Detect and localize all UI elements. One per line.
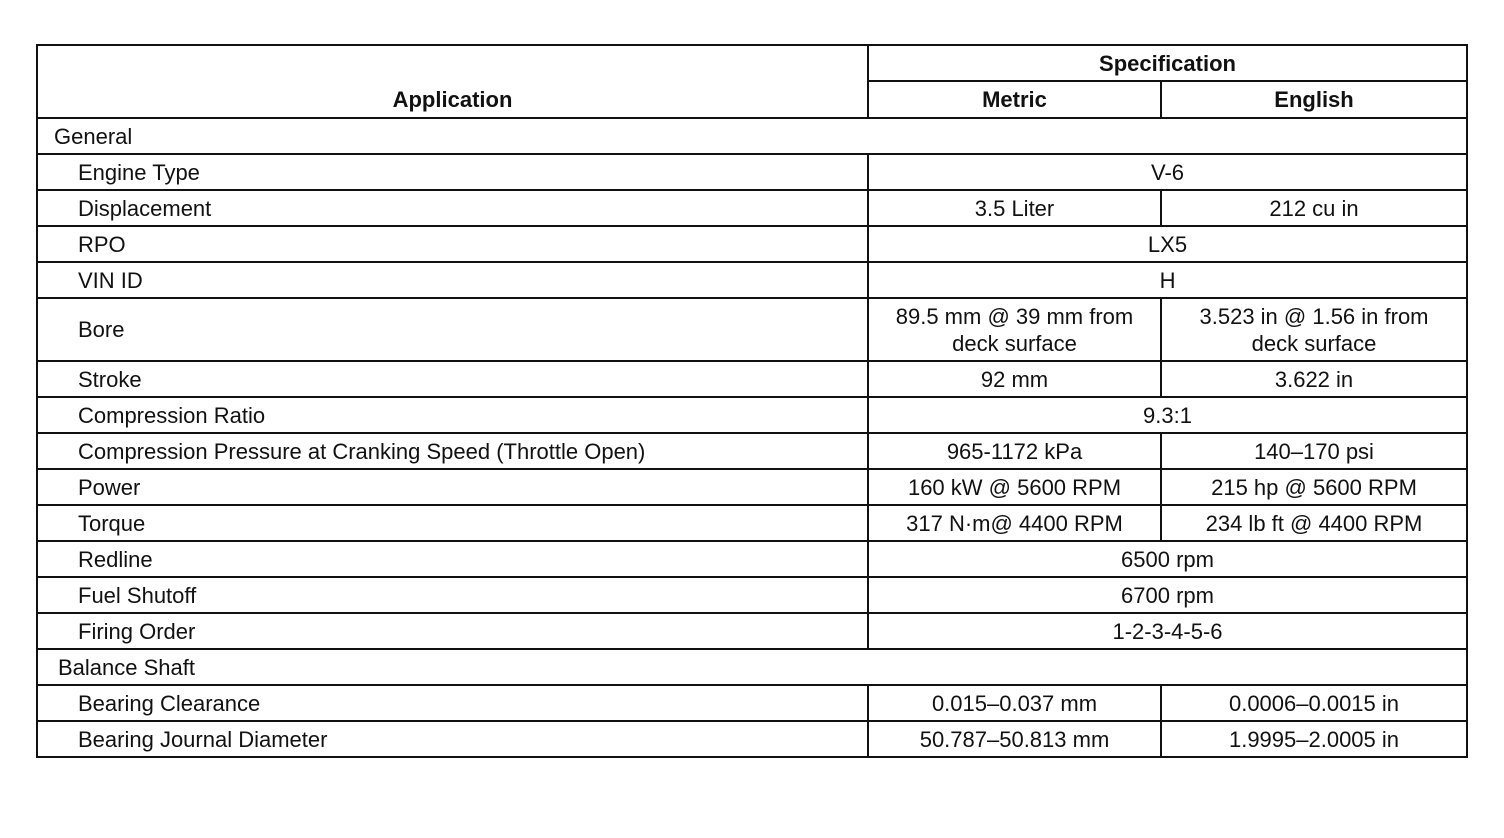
application-cell: RPO (37, 226, 868, 262)
metric-value-cell: 965-1172 kPa (868, 433, 1161, 469)
table-row (37, 613, 1467, 649)
combined-value-cell: 6700 rpm (868, 577, 1467, 613)
table-row (37, 685, 1467, 721)
english-value-cell: 215 hp @ 5600 RPM (1161, 469, 1467, 505)
combined-value-cell: 9.3:1 (868, 397, 1467, 433)
english-value-cell: 3.622 in (1161, 361, 1467, 397)
application-cell: Compression Ratio (37, 397, 868, 433)
table-row (37, 721, 1467, 757)
table-row (37, 154, 1467, 190)
combined-value-cell: H (868, 262, 1467, 298)
application-cell: Stroke (37, 361, 868, 397)
combined-value-cell: LX5 (868, 226, 1467, 262)
metric-value-cell: 50.787–50.813 mm (868, 721, 1161, 757)
metric-value-cell: 3.5 Liter (868, 190, 1161, 226)
application-cell: Power (37, 469, 868, 505)
table-row (37, 469, 1467, 505)
english-header: English (1161, 81, 1467, 118)
combined-value-cell: 1-2-3-4-5-6 (868, 613, 1467, 649)
english-value-cell: 0.0006–0.0015 in (1161, 685, 1467, 721)
english-value-cell: 212 cu in (1161, 190, 1467, 226)
application-cell: Redline (37, 541, 868, 577)
metric-value-cell: 0.015–0.037 mm (868, 685, 1161, 721)
metric-header: Metric (868, 81, 1161, 118)
table-row (37, 577, 1467, 613)
metric-value-cell: 89.5 mm @ 39 mm from deck surface (868, 298, 1161, 361)
section-row-balance-shaft (37, 649, 1467, 685)
metric-value-cell: 92 mm (868, 361, 1161, 397)
application-header: Application (37, 45, 868, 118)
english-value-cell: 3.523 in @ 1.56 in from deck surface (1161, 298, 1467, 361)
specification-header: Specification (868, 45, 1467, 81)
english-value-cell: 234 lb ft @ 4400 RPM (1161, 505, 1467, 541)
application-cell: Torque (37, 505, 868, 541)
table-row (37, 262, 1467, 298)
metric-value-cell: 160 kW @ 5600 RPM (868, 469, 1161, 505)
table-row (37, 397, 1467, 433)
application-cell: Bore (37, 298, 868, 361)
combined-value-cell: V-6 (868, 154, 1467, 190)
metric-value-cell: 317 N·m@ 4400 RPM (868, 505, 1161, 541)
application-cell: Bearing Clearance (37, 685, 868, 721)
application-cell: VIN ID (37, 262, 868, 298)
header-row-top (37, 45, 1467, 81)
section-row-general (37, 118, 1467, 154)
application-cell: Firing Order (37, 613, 868, 649)
application-cell: Bearing Journal Diameter (37, 721, 868, 757)
application-cell: Fuel Shutoff (37, 577, 868, 613)
table-row (37, 298, 1467, 361)
engine-specification-table (36, 44, 1468, 758)
section-title: General (37, 118, 1467, 154)
table-row (37, 433, 1467, 469)
table-row (37, 190, 1467, 226)
application-cell: Compression Pressure at Cranking Speed (Throttle Open) (37, 433, 868, 469)
table-row (37, 361, 1467, 397)
english-value-cell: 1.9995–2.0005 in (1161, 721, 1467, 757)
table-row (37, 505, 1467, 541)
table-row (37, 541, 1467, 577)
application-cell: Displacement (37, 190, 868, 226)
english-value-cell: 140–170 psi (1161, 433, 1467, 469)
application-cell: Engine Type (37, 154, 868, 190)
section-title: Balance Shaft (37, 649, 1467, 685)
combined-value-cell: 6500 rpm (868, 541, 1467, 577)
table-row (37, 226, 1467, 262)
